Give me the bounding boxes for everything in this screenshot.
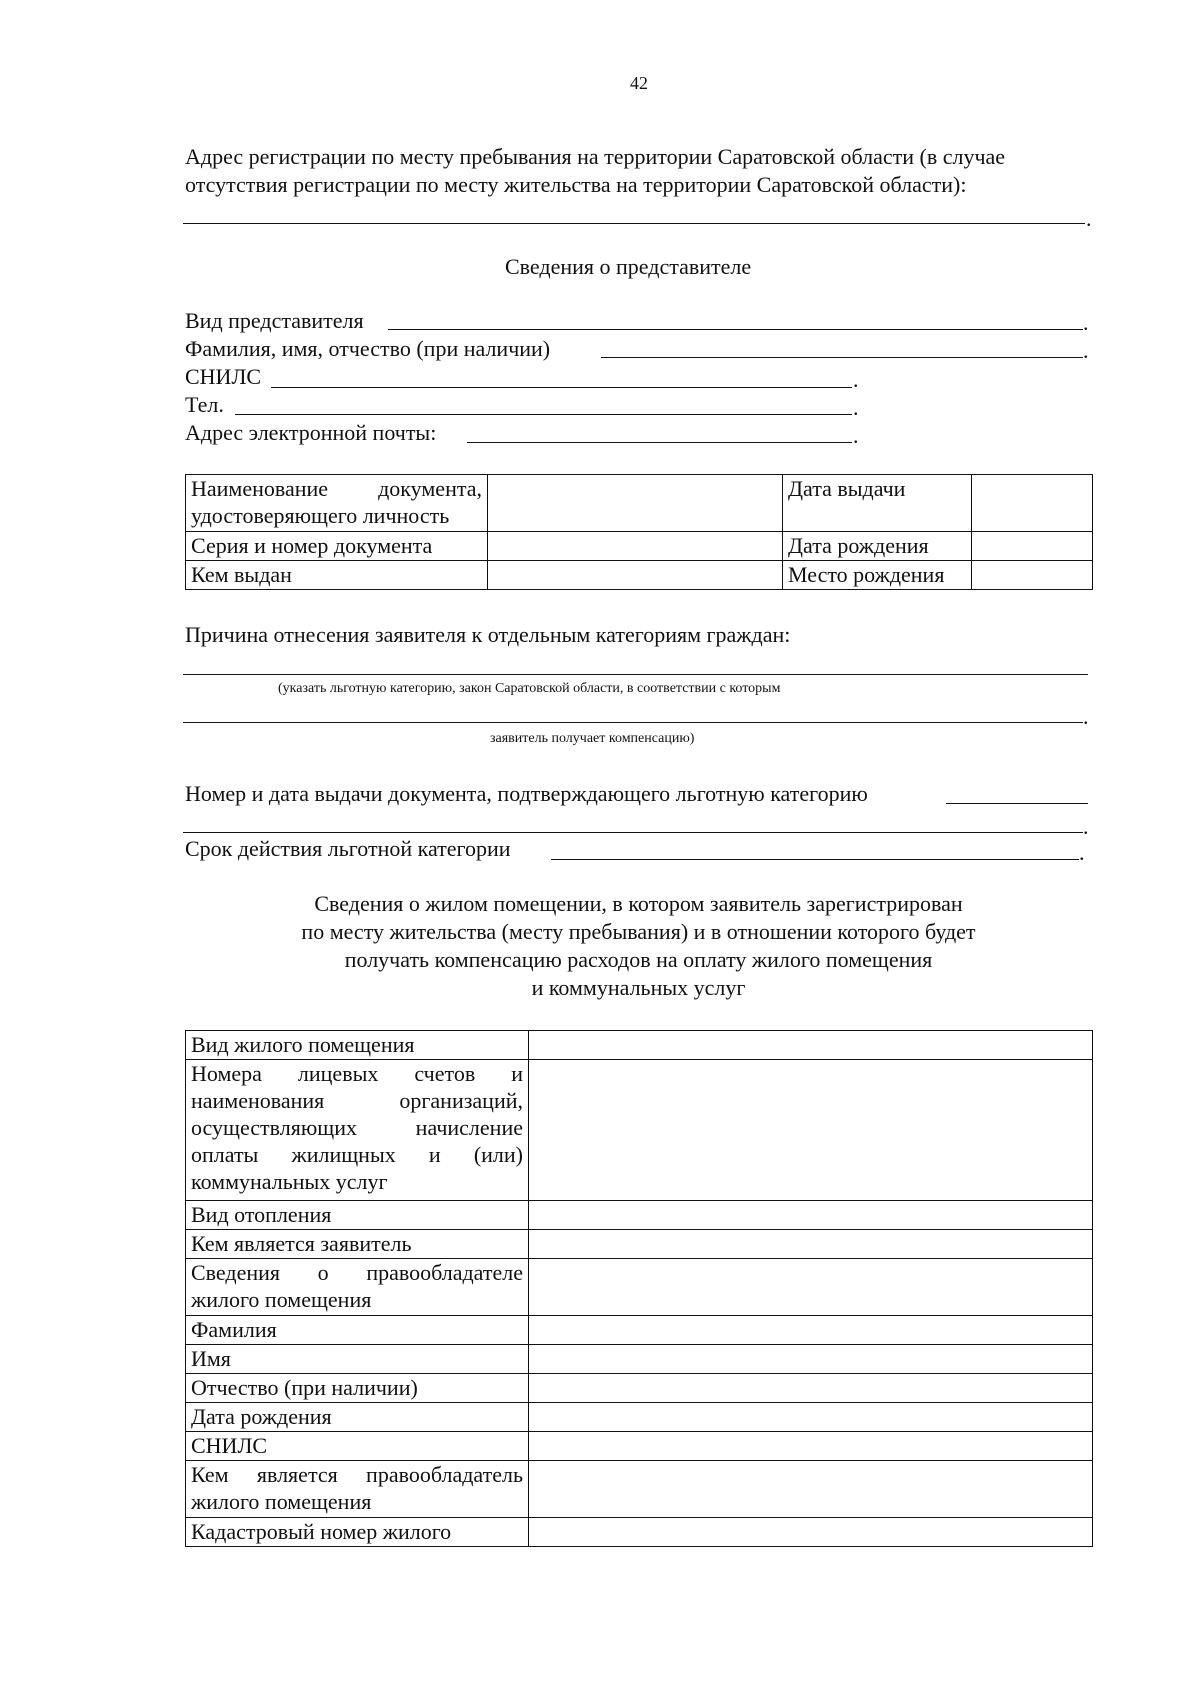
category-validity-input[interactable] xyxy=(551,859,1079,860)
series-number-value-cell[interactable] xyxy=(488,532,783,561)
snils-value-cell[interactable] xyxy=(529,1432,1093,1461)
representative-type-input[interactable] xyxy=(388,329,1083,330)
id-document-table xyxy=(185,474,1093,590)
category-validity-label: Срок действия льготной категории xyxy=(185,836,511,861)
period-mark: . xyxy=(853,395,859,420)
representative-phone-input[interactable] xyxy=(235,414,852,415)
representative-heading: Сведения о представителе xyxy=(505,254,752,279)
representative-phone-label: Тел. xyxy=(185,392,224,417)
registration-address-line1: Адрес регистрации по месту пребывания на территории Саратовской области (в случае xyxy=(185,144,1006,169)
doc-name-label-line2: удостоверяющего личность xyxy=(191,503,450,528)
heating-type-label: Вид отопления xyxy=(186,1201,529,1230)
period-mark: . xyxy=(853,367,859,392)
category-reason-label: Причина отнесения заявителя к отдельным категориям граждан: xyxy=(185,622,791,647)
name-label: Имя xyxy=(186,1345,529,1374)
owner-info-label: Сведения о правообладателе жилого помещения xyxy=(186,1259,529,1316)
name-value-cell[interactable] xyxy=(529,1345,1093,1374)
period-mark: . xyxy=(1083,814,1089,839)
owner-info-value-cell[interactable] xyxy=(529,1259,1093,1316)
representative-fio-input[interactable] xyxy=(601,357,1083,358)
doc-name-value-cell[interactable] xyxy=(488,475,783,532)
issued-by-label: Кем выдан xyxy=(186,561,488,590)
cadastral-number-value-cell[interactable] xyxy=(529,1518,1093,1547)
owner-role-label: Кем является правообладатель жилого помещения xyxy=(186,1461,529,1518)
housing-type-label: Вид жилого помещения xyxy=(186,1031,529,1060)
housing-heading-line3: получать компенсацию расходов на оплату жилого помещения xyxy=(344,947,933,972)
housing-heading-line2: по месту жительства (месту пребывания) и в отношении которого будет xyxy=(301,919,976,944)
registration-address-blank[interactable] xyxy=(183,223,1085,224)
applicant-role-value-cell[interactable] xyxy=(529,1230,1093,1259)
table-row xyxy=(186,475,1093,532)
issue-date-label: Дата выдачи xyxy=(783,475,972,532)
surname-label: Фамилия xyxy=(186,1316,529,1345)
table-row xyxy=(186,532,1093,561)
category-doc-input[interactable] xyxy=(946,803,1088,804)
doc-name-label-line1: Наименование документа, xyxy=(191,476,482,501)
representative-type-label: Вид представителя xyxy=(185,308,364,333)
accounts-value-cell[interactable] xyxy=(529,1060,1093,1201)
housing-table xyxy=(185,1030,1093,1547)
representative-email-label: Адрес электронной почты: xyxy=(185,420,437,445)
snils-label: СНИЛС xyxy=(186,1432,529,1461)
birth-date-label: Дата рождения xyxy=(186,1403,529,1432)
table-row xyxy=(186,1031,1093,1060)
table-cell-label xyxy=(186,475,488,532)
issued-by-value-cell[interactable] xyxy=(488,561,783,590)
period-mark: . xyxy=(1083,310,1089,335)
issue-date-value-cell[interactable] xyxy=(972,475,1093,532)
period-mark: . xyxy=(1079,840,1085,865)
patronymic-value-cell[interactable] xyxy=(529,1374,1093,1403)
category-hint-line1: (указать льготную категорию, закон Саратовской области, в соответствии с которым xyxy=(278,681,781,696)
representative-snils-input[interactable] xyxy=(271,387,852,388)
table-row xyxy=(186,561,1093,590)
table-row xyxy=(186,1374,1093,1403)
housing-type-value-cell[interactable] xyxy=(529,1031,1093,1060)
period-mark: . xyxy=(1083,704,1089,729)
table-row xyxy=(186,1403,1093,1432)
period-mark: . xyxy=(1086,206,1092,231)
category-doc-input-2[interactable] xyxy=(183,832,1083,833)
category-reason-input[interactable] xyxy=(183,674,1088,675)
owner-role-value-cell[interactable] xyxy=(529,1461,1093,1518)
table-row xyxy=(186,1432,1093,1461)
birth-date-label: Дата рождения xyxy=(783,532,972,561)
applicant-role-label: Кем является заявитель xyxy=(186,1230,529,1259)
table-row xyxy=(186,1345,1093,1374)
registration-address-line2: отсутствия регистрации по месту жительства на территории Саратовской области): xyxy=(185,172,967,197)
category-doc-label: Номер и дата выдачи документа, подтверждающего льготную категорию xyxy=(185,781,868,806)
table-row xyxy=(186,1518,1093,1547)
birth-date-value-cell[interactable] xyxy=(529,1403,1093,1432)
cadastral-number-label: Кадастровый номер жилого xyxy=(186,1518,529,1547)
surname-value-cell[interactable] xyxy=(529,1316,1093,1345)
table-row xyxy=(186,1461,1093,1518)
accounts-label: Номера лицевых счетов и наименования организаций, осуществляющих начисление оплаты жилищных и (или) коммунальных услуг xyxy=(186,1060,529,1201)
period-mark: . xyxy=(1083,338,1089,363)
representative-fio-label: Фамилия, имя, отчество (при наличии) xyxy=(185,336,551,361)
patronymic-label: Отчество (при наличии) xyxy=(186,1374,529,1403)
representative-email-input[interactable] xyxy=(467,442,852,443)
birth-place-value-cell[interactable] xyxy=(972,561,1093,590)
housing-heading-line1: Сведения о жилом помещении, в котором заявитель зарегистрирован xyxy=(314,891,963,916)
category-reason-input-2[interactable] xyxy=(183,722,1083,723)
table-row xyxy=(186,1230,1093,1259)
category-hint-line2: заявитель получает компенсацию) xyxy=(490,731,695,746)
heating-type-value-cell[interactable] xyxy=(529,1201,1093,1230)
series-number-label: Серия и номер документа xyxy=(186,532,488,561)
birth-place-label: Место рождения xyxy=(783,561,972,590)
table-row xyxy=(186,1060,1093,1201)
table-row xyxy=(186,1201,1093,1230)
page-number: 42 xyxy=(630,73,648,93)
birth-date-value-cell[interactable] xyxy=(972,532,1093,561)
table-row xyxy=(186,1316,1093,1345)
representative-snils-label: СНИЛС xyxy=(185,364,262,389)
table-row xyxy=(186,1259,1093,1316)
housing-heading-line4: и коммунальных услуг xyxy=(531,975,746,1000)
period-mark: . xyxy=(853,423,859,448)
